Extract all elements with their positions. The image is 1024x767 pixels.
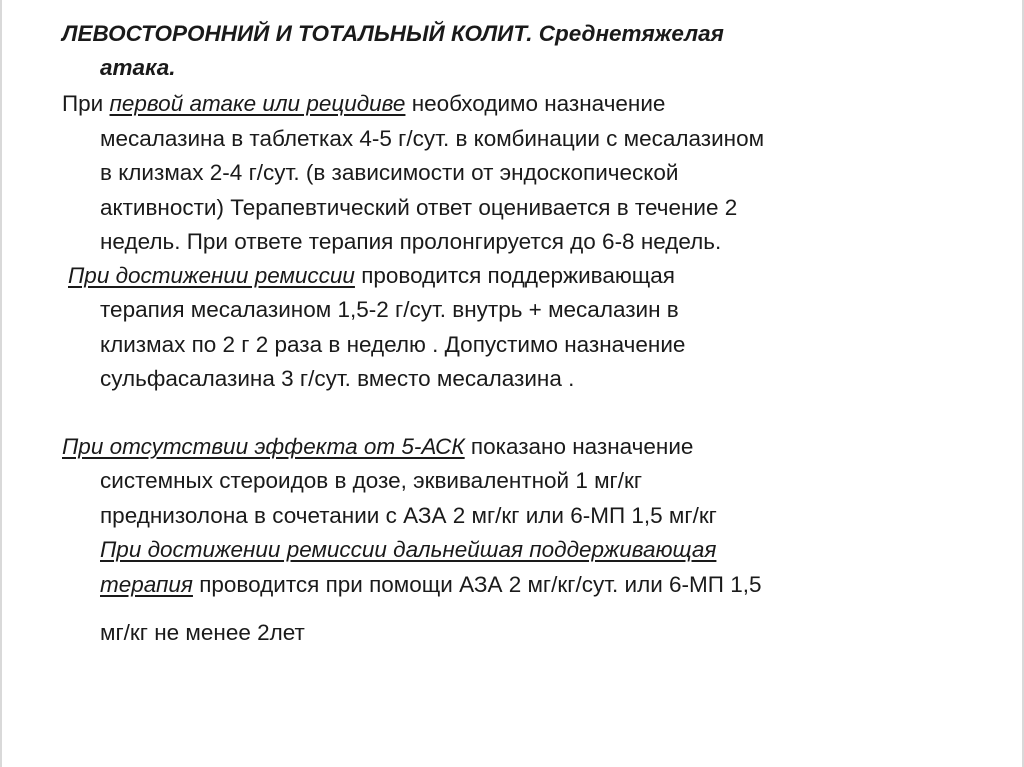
slide-title-line-1: ЛЕВОСТОРОННИЙ И ТОТАЛЬНЫЙ КОЛИТ. Среднетяжелая	[62, 21, 724, 46]
para1-line-5: недель. При ответе терапия пролонгируется до 6-8 недель.	[100, 229, 722, 254]
para1-line-1-prefix: При	[62, 91, 110, 116]
para1-line-1	[62, 87, 665, 122]
para1-line-4: активности) Терапевтический ответ оценивается в течение 2	[100, 195, 738, 220]
para2-line-1-suffix: проводится поддерживающая	[354, 263, 675, 288]
para3-line-3: преднизолона в сочетании с АЗА 2 мг/кг или 6-МП 1,5 мг/кг	[100, 503, 717, 528]
para1-emphasis-first-attack: первой атаке или рецидиве	[109, 91, 406, 116]
para1-line-1-suffix: необходимо назначение	[405, 91, 666, 116]
para3-line-5	[100, 568, 761, 603]
para1-line-3: в клизмах 2-4 г/сут. (в зависимости от эндоскопической	[100, 160, 679, 185]
para3-emphasis-maintenance: При достижении ремиссии дальнейшая поддерживающая	[100, 537, 717, 562]
para3-line-1	[62, 430, 693, 465]
para2-line-1	[68, 259, 675, 294]
para2-line-4: сульфасалазина 3 г/сут. вместо месалазина .	[100, 366, 575, 391]
para3-emphasis-therapy: терапия	[100, 572, 193, 597]
para3-emphasis-no-effect: При отсутствии эффекта от 5-АСК	[62, 434, 465, 459]
para3-line-1-suffix: показано назначение	[464, 434, 694, 459]
slide-title-line-2: атака.	[100, 55, 176, 80]
para3-line-5-suffix: проводится при помощи АЗА 2 мг/кг/сут. или 6-МП 1,5	[192, 572, 762, 597]
para2-line-2: терапия месалазином 1,5-2 г/сут. внутрь + месалазин в	[100, 297, 679, 322]
para1-line-2: месалазина в таблетках 4-5 г/сут. в комбинации с месалазином	[100, 126, 765, 151]
para2-emphasis-remission: При достижении ремиссии	[68, 263, 355, 288]
para3-line-6: мг/кг не менее 2лет	[100, 620, 305, 645]
para2-line-3: клизмах по 2 г 2 раза в неделю . Допустимо назначение	[100, 332, 686, 357]
para3-line-2: системных стероидов в дозе, эквивалентной 1 мг/кг	[100, 468, 643, 493]
